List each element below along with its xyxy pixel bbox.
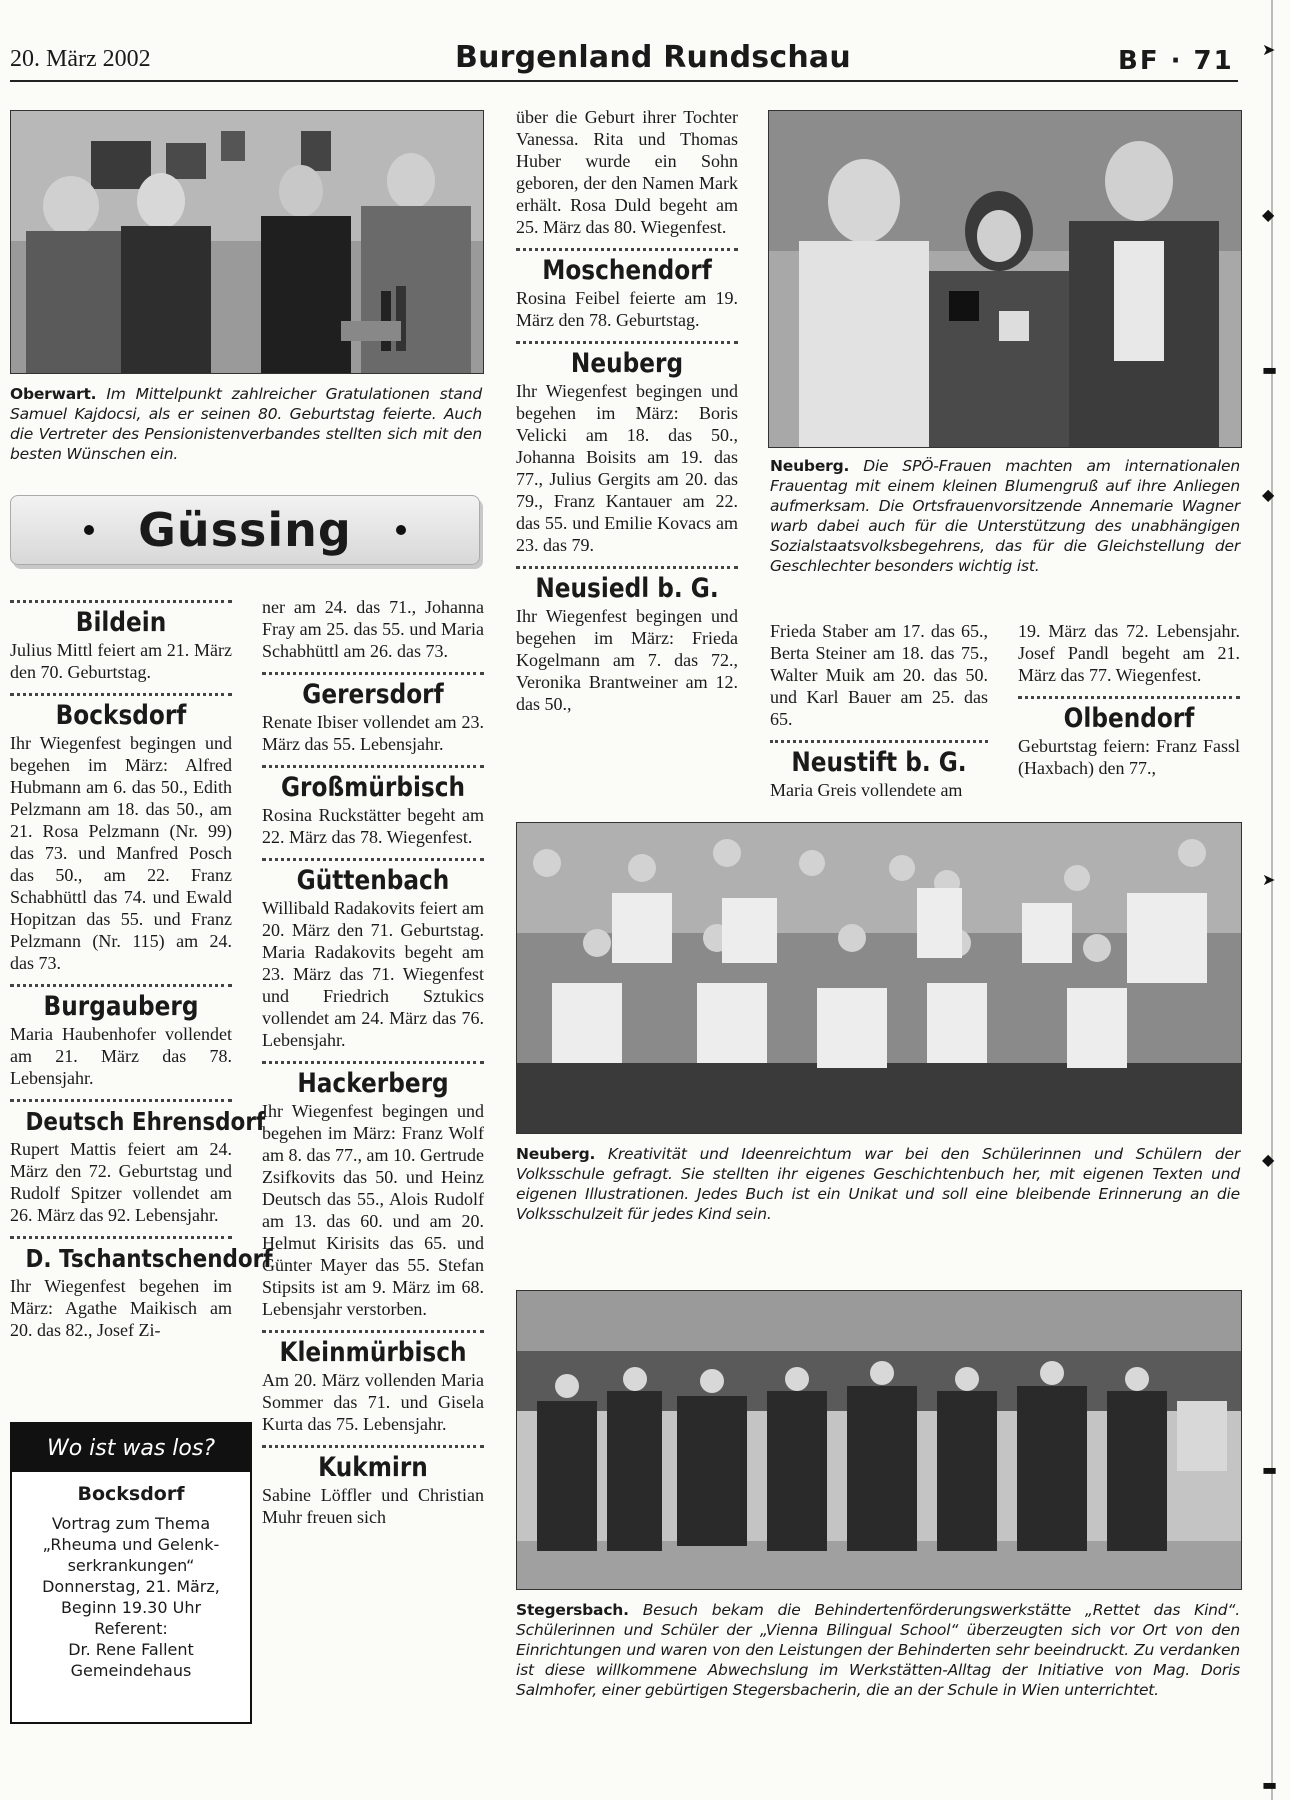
entry-text: Maria Haubenhofer vollendet am 21. März das 78. Lebensjahr. (10, 1024, 232, 1088)
bullet-dot (396, 525, 406, 535)
margin-mark: ▬ (1262, 1460, 1278, 1479)
entry-heading: Güttenbach (296, 865, 450, 896)
entry-text: Willibald Radakovits feiert am 20. März den 71. Geburtstag. Maria Radakovits begeht am 23. März das 71. Wiegenfest und Friedrich Sztukics vollendet am 24. März das 76. Lebensjahr. (262, 898, 484, 1050)
event-line: Referent: (94, 1619, 168, 1638)
event-line: serkrankungen“ (67, 1556, 195, 1575)
entry-heading: Kukmirn (318, 1452, 428, 1483)
entry-text: Rosina Feibel feierte am 19. März den 78. Geburtstag. (516, 288, 738, 330)
margin-mark: ➤ (1262, 870, 1276, 889)
entry-heading: Neusiedl b. G. (535, 573, 719, 604)
caption-neuberg-women (770, 456, 1240, 576)
caption-oberwart (10, 384, 482, 464)
continued-text: 19. März das 72. Lebensjahr. Josef Pandl begeht am 21. März das 77. Wiegenfest. (1018, 621, 1240, 685)
entry-text: Renate Ibiser vollendet am 23. März das 55. Lebensjahr. (262, 712, 484, 754)
dotted-divider (10, 693, 232, 696)
entry-olbendorf (1018, 696, 1240, 779)
event-box (10, 1422, 252, 1724)
event-line: Vortrag zum Thema (51, 1514, 211, 1533)
entry-heading: Kleinmürbisch (279, 1337, 467, 1368)
entry-moschendorf (516, 248, 738, 331)
entry-text: Am 20. März vollenden Maria Sommer das 71. und Gisela Kurta das 75. Lebensjahr. (262, 1370, 484, 1434)
event-line: „Rheuma und Gelenk- (42, 1535, 220, 1554)
entry-heading: Deutsch Ehrensdorf (25, 1107, 266, 1136)
entry-text: Geburtstag feiern: Franz Fassl (Haxbach) den 77., (1018, 736, 1240, 778)
dotted-divider (10, 1099, 232, 1102)
dotted-divider (10, 600, 232, 603)
entry-heading: Bocksdorf (55, 700, 187, 731)
caption-neuberg-school-place: Neuberg. (516, 1145, 596, 1163)
bullet-dot (84, 525, 94, 535)
entry-text: Ihr Wiegenfest begingen und begehen im März: Boris Velicki am 18. das 50., Johanna Boisits am 19. das 77., Julius Gergits am 20. das 79., Franz Kantauer am 22. das 55. und Emilie Kovacs am 23. das 79. (516, 381, 738, 555)
dotted-divider (262, 858, 484, 861)
entry-guettenbach (262, 858, 484, 1051)
column-4 (770, 620, 988, 801)
entry-heading: Bildein (75, 607, 167, 638)
issue-date: 20. März 2002 (10, 46, 151, 72)
entry-hackerberg (262, 1061, 484, 1320)
margin-mark: ◆ (1262, 485, 1275, 504)
event-box-body (12, 1472, 250, 1693)
column-2 (262, 596, 484, 1528)
caption-neuberg-women-text: Die SPÖ-Frauen machten am internationalen Frauentag mit einem kleinen Blumengruß auf ihre Anliegen aufmerksam. Die Ortsfrauenvorsitzende Annemarie Wagner warb dabei auch für die Unterstützung des unabhängigen Sozialstaatsvolksbegehrens, das für die Gleichstellung der Geschlechter besonders wichtig ist. (770, 457, 1240, 575)
entry-text: Sabine Löffler und Christian Muhr freuen sich (262, 1485, 484, 1527)
entry-heading: Großmürbisch (280, 772, 466, 803)
column-3 (516, 106, 738, 715)
dotted-divider (516, 566, 738, 569)
entry-text: Rupert Mattis feiert am 24. März den 72. Geburtstag und Rudolf Spitzer vollendet am 26. März das 92. Lebensjahr. (10, 1139, 232, 1225)
caption-stegersbach (516, 1600, 1240, 1700)
column-1 (10, 590, 273, 1341)
dotted-divider (10, 984, 232, 987)
caption-oberwart-place: Oberwart. (10, 385, 97, 403)
caption-stegersbach-place: Stegersbach. (516, 1601, 629, 1619)
entry-heading: Hackerberg (297, 1068, 449, 1099)
event-box-title: Wo ist was los? (12, 1424, 250, 1472)
section-banner-title: Güssing (138, 503, 352, 557)
entry-text: Rosina Ruckstätter begeht am 22. März das 78. Wiegenfest. (262, 805, 484, 847)
dotted-divider (262, 672, 484, 675)
dotted-divider (1018, 696, 1240, 699)
column-5 (1018, 620, 1240, 779)
dotted-divider (770, 740, 988, 743)
entry-d-tschantschendorf (10, 1236, 273, 1341)
entry-kleinmuerbisch (262, 1330, 484, 1435)
header-rule (10, 80, 1238, 82)
entry-bocksdorf (10, 693, 232, 974)
continued-text: Frieda Staber am 17. das 65., Berta Steiner am 18. das 75., Walter Muik am 20. das 50. und Karl Bauer am 25. das 65. (770, 621, 988, 729)
continued-text: über die Geburt ihrer Tochter Vanessa. Rita und Thomas Huber wurde ein Sohn geboren, der den Namen Mark erhält. Rosa Duld begeht am 25. März das 80. Wiegenfest. (516, 107, 738, 237)
entry-heading: D. Tschantschendorf (25, 1244, 273, 1273)
margin-mark: ▬ (1262, 360, 1278, 379)
entry-text: Ihr Wiegenfest begingen und begehen im März: Franz Wolf am 8. das 77., am 10. Gertrude Zsifkovits das 50. und Heinz Deutsch das 55., Alois Rudolf am 13. das 60. und am 20. Helmut Kirisits das 65. und Günter Mayer das 55. Stefan Stipsits ist am 9. März im 68. Lebensjahr verstorben. (262, 1101, 484, 1319)
margin-mark: ◆ (1262, 1150, 1275, 1169)
event-line: Gemeindehaus (70, 1661, 192, 1680)
entry-neustift (770, 740, 988, 801)
photo-oberwart (10, 110, 484, 374)
margin-mark: ▬ (1262, 1775, 1278, 1794)
caption-oberwart-text: Im Mittelpunkt zahlreicher Gratulationen stand Samuel Kajdocsi, als er seinen 80. Geburtstag feierte. Auch die Vertreter des Pensionistenverbandes stellten sich mit den besten Wünschen ein. (10, 385, 482, 463)
page-edge (1271, 0, 1273, 1800)
entry-neuberg (516, 341, 738, 556)
event-line: Beginn 19.30 Uhr (60, 1598, 202, 1617)
photo-stegersbach (516, 1290, 1242, 1590)
entry-text: Ihr Wiegenfest begehen im März: Agathe Maikisch am 20. das 82., Josef Zi- (10, 1276, 232, 1340)
continued-text: ner am 24. das 71., Johanna Fray am 25. das 55. und Maria Schabhüttl am 26. das 73. (262, 597, 484, 661)
page-number: BF · 71 (1118, 46, 1234, 76)
entry-text: Ihr Wiegenfest begingen und begehen im März: Alfred Hubmann am 6. das 50., Edith Pelzmann am 18. das 50., am 21. Rosa Pelzmann (Nr. 99) das 73. und Manfred Posch das 50., am 22. Franz Schabhüttl das 74. und Ewald Hopitzan das 55. und Franz Pelzmann (Nr. 115) am 24. das 73. (10, 733, 232, 973)
entry-heading: Gerersdorf (302, 679, 444, 710)
entry-gerersdorf (262, 672, 484, 755)
entry-heading: Olbendorf (1063, 703, 1195, 734)
caption-neuberg-school (516, 1144, 1240, 1224)
dotted-divider (262, 1061, 484, 1064)
dotted-divider (10, 1236, 232, 1239)
entry-text: Ihr Wiegenfest begingen und begehen im März: Frieda Kogelmann am 7. das 72., Veronika Brantweiner am 12. das 50., (516, 606, 738, 714)
section-banner (10, 495, 480, 565)
entry-heading: Neustift b. G. (791, 747, 967, 778)
event-line: Dr. Rene Fallent (68, 1640, 194, 1659)
newspaper-title: Burgenland Rundschau (455, 40, 851, 75)
dotted-divider (516, 248, 738, 251)
entry-heading: Neuberg (570, 348, 684, 379)
caption-stegersbach-text: Besuch bekam die Behindertenförderungswerkstätte „Rettet das Kind“. Schülerinnen und Schüler der „Vienna Bilingual School“ überzeugten sich vor Ort von den Einrichtungen und waren von den Leistungen der Behinderten sehr beeindruckt. Zu verdanken ist diese willkommene Abwechslung im Werkstätten-Alltag der Initiative von Mag. Doris Salmhofer, einer gebürtigen Stegersbacherin, die an der Schule in Wien unterrichtet. (516, 1601, 1240, 1699)
dotted-divider (262, 765, 484, 768)
entry-bildein (10, 600, 232, 683)
dotted-divider (262, 1445, 484, 1448)
margin-mark: ◆ (1262, 205, 1275, 224)
entry-text: Maria Greis vollendete am (770, 780, 963, 800)
entry-kukmirn (262, 1445, 484, 1528)
entry-heading: Moschendorf (542, 255, 712, 286)
entry-burgauberg (10, 984, 232, 1089)
entry-neusiedl (516, 566, 738, 715)
entry-grossmuerbisch (262, 765, 484, 848)
event-line: Donnerstag, 21. März, (42, 1577, 220, 1596)
caption-neuberg-women-place: Neuberg. (770, 457, 850, 475)
margin-mark: ➤ (1262, 40, 1276, 59)
caption-neuberg-school-text: Kreativität und Ideenreichtum war bei den Schülerinnen und Schülern der Volksschule gefragt. Sie stellten ihr eigenes Geschichtenbuch her, mit eigenen Texten und eigenen Illustrationen. Jedes Buch ist ein Unikat und soll eine bleibende Erinnerung an die Volksschulzeit für jedes Kind sein. (516, 1145, 1240, 1223)
entry-text: Julius Mittl feiert am 21. März den 70. Geburtstag. (10, 640, 232, 682)
photo-neuberg-school (516, 822, 1242, 1134)
dotted-divider (516, 341, 738, 344)
dotted-divider (262, 1330, 484, 1333)
event-place: Bocksdorf (77, 1483, 185, 1505)
entry-heading: Burgauberg (43, 991, 199, 1022)
entry-deutsch-ehrensdorf (10, 1099, 266, 1226)
photo-neuberg-women (768, 110, 1242, 448)
